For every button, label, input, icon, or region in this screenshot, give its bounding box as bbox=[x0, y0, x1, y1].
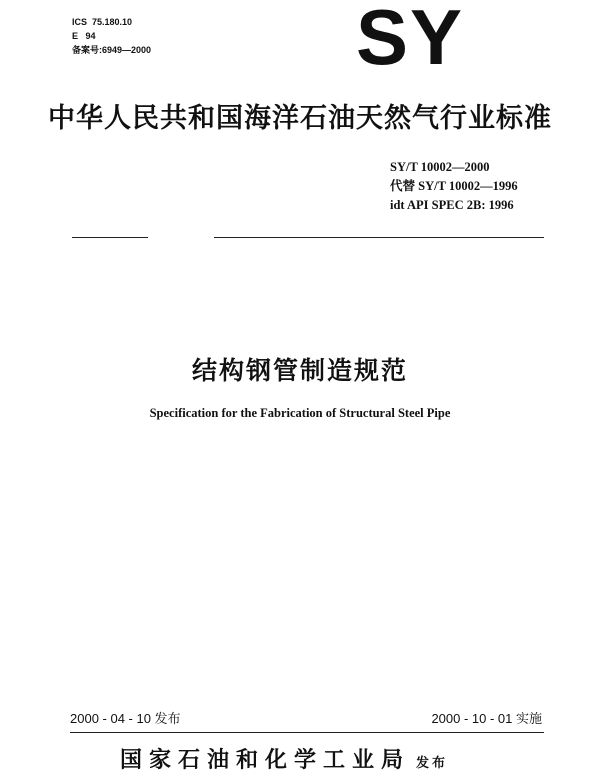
registration-number: 备案号:6949—2000 bbox=[72, 45, 152, 55]
ics-code: ICS 75.180.10 bbox=[72, 17, 133, 27]
classification-code: E 94 bbox=[72, 31, 96, 41]
identical-standard: idt API SPEC 2B: 1996 bbox=[390, 198, 514, 212]
divider-right bbox=[214, 237, 544, 238]
document-title: 结构钢管制造规范 bbox=[191, 356, 408, 385]
issuer-suffix: 发布 bbox=[416, 756, 449, 771]
classification-block bbox=[72, 15, 151, 57]
issuer-name: 国家石油和化学工业局 bbox=[120, 747, 411, 773]
divider-left bbox=[72, 237, 148, 238]
standard-codes bbox=[390, 158, 518, 215]
issuing-authority bbox=[120, 746, 448, 778]
issue-date: 2000 - 04 - 10 发布 bbox=[70, 711, 181, 726]
replaces-standard: 代替 SY/T 10002—1996 bbox=[390, 179, 518, 193]
sy-logo: SY bbox=[356, 0, 465, 81]
bottom-divider bbox=[70, 732, 544, 733]
document-subtitle: Specification for the Fabrication of Structural Steel Pipe bbox=[149, 406, 451, 420]
standard-number: SY/T 10002—2000 bbox=[390, 160, 490, 174]
implementation-date: 2000 - 10 - 01 实施 bbox=[431, 711, 542, 726]
industry-standard-title: 中华人民共和国海洋石油天然气行业标准 bbox=[48, 103, 552, 134]
